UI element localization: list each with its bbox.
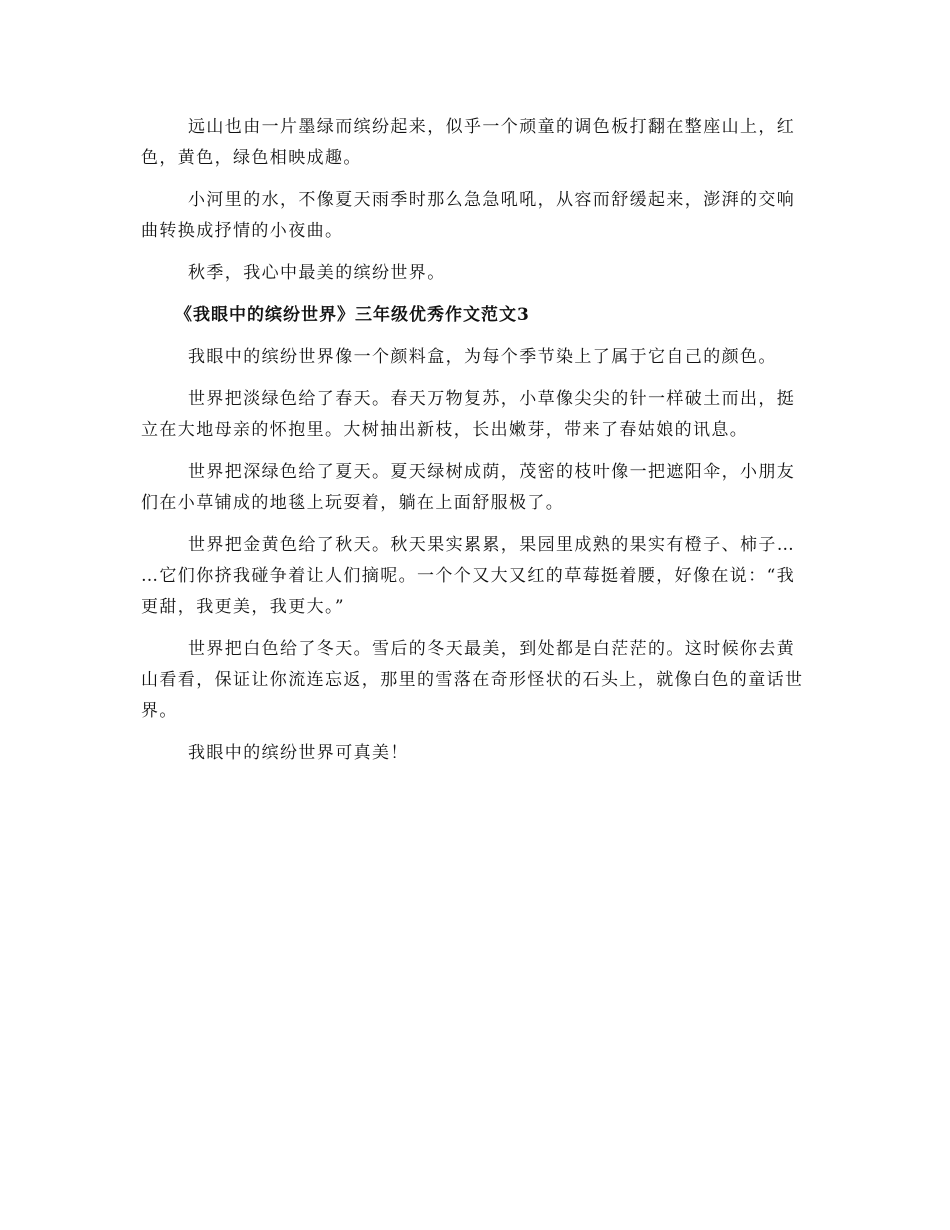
text-line: 世界把淡绿色给了春天。春天万物复苏，小草像尖尖的针一样破土而出，挺 bbox=[188, 389, 796, 409]
text-line: 曲转换成抒情的小夜曲。 bbox=[141, 221, 344, 241]
text-line: 更甜，我更美，我更大。” bbox=[141, 597, 345, 617]
paragraph-river bbox=[141, 185, 813, 247]
paragraph-autumn bbox=[141, 530, 813, 623]
paragraph-winter bbox=[141, 634, 813, 727]
text-line: 立在大地母亲的怀抱里。大树抽出新枝，长出嫩芽，带来了春姑娘的讯息。 bbox=[141, 420, 749, 440]
text-line: 我眼中的缤纷世界可真美！ bbox=[188, 743, 409, 763]
paragraph-summer bbox=[141, 457, 813, 519]
text-line: 们在小草铺成的地毯上玩耍着，躺在上面舒服极了。 bbox=[141, 493, 565, 513]
essay-heading: 《我眼中的缤纷世界》三年级优秀作文范文3 bbox=[175, 305, 530, 325]
text-line: 世界把深绿色给了夏天。夏天绿树成荫，茂密的枝叶像一把遮阳伞，小朋友 bbox=[188, 462, 796, 482]
text-line: …它们你挤我碰争着让人们摘呢。一个个又大又红的草莓挺着腰，好像在说：“我 bbox=[141, 566, 796, 586]
paragraph-intro bbox=[141, 342, 813, 373]
text-line: 我眼中的缤纷世界像一个颜料盒，为每个季节染上了属于它自己的颜色。 bbox=[188, 347, 777, 367]
text-line: 世界把白色给了冬天。雪后的冬天最美，到处都是白茫茫的。这时候你去黄 bbox=[188, 639, 796, 659]
paragraph-conclusion bbox=[141, 738, 813, 769]
paragraph-distant-mountains bbox=[141, 112, 813, 174]
text-line: 世界把金黄色给了秋天。秋天果实累累，果园里成熟的果实有橙子、柿子… bbox=[188, 535, 796, 555]
text-line: 小河里的水，不像夏天雨季时那么急急吼吼，从容而舒缓起来，澎湃的交响 bbox=[188, 190, 796, 210]
paragraph-autumn-summary bbox=[141, 258, 813, 289]
text-line: 远山也由一片墨绿而缤纷起来，似乎一个顽童的调色板打翻在整座山上，红 bbox=[188, 117, 796, 137]
paragraph-spring bbox=[141, 384, 813, 446]
text-line: 山看看，保证让你流连忘返，那里的雪落在奇形怪状的石头上，就像白色的童话世 bbox=[141, 670, 804, 690]
text-line: 界。 bbox=[141, 701, 178, 721]
text-line: 秋季，我心中最美的缤纷世界。 bbox=[188, 263, 446, 283]
document-body bbox=[141, 112, 813, 780]
text-line: 色，黄色，绿色相映成趣。 bbox=[141, 148, 362, 168]
